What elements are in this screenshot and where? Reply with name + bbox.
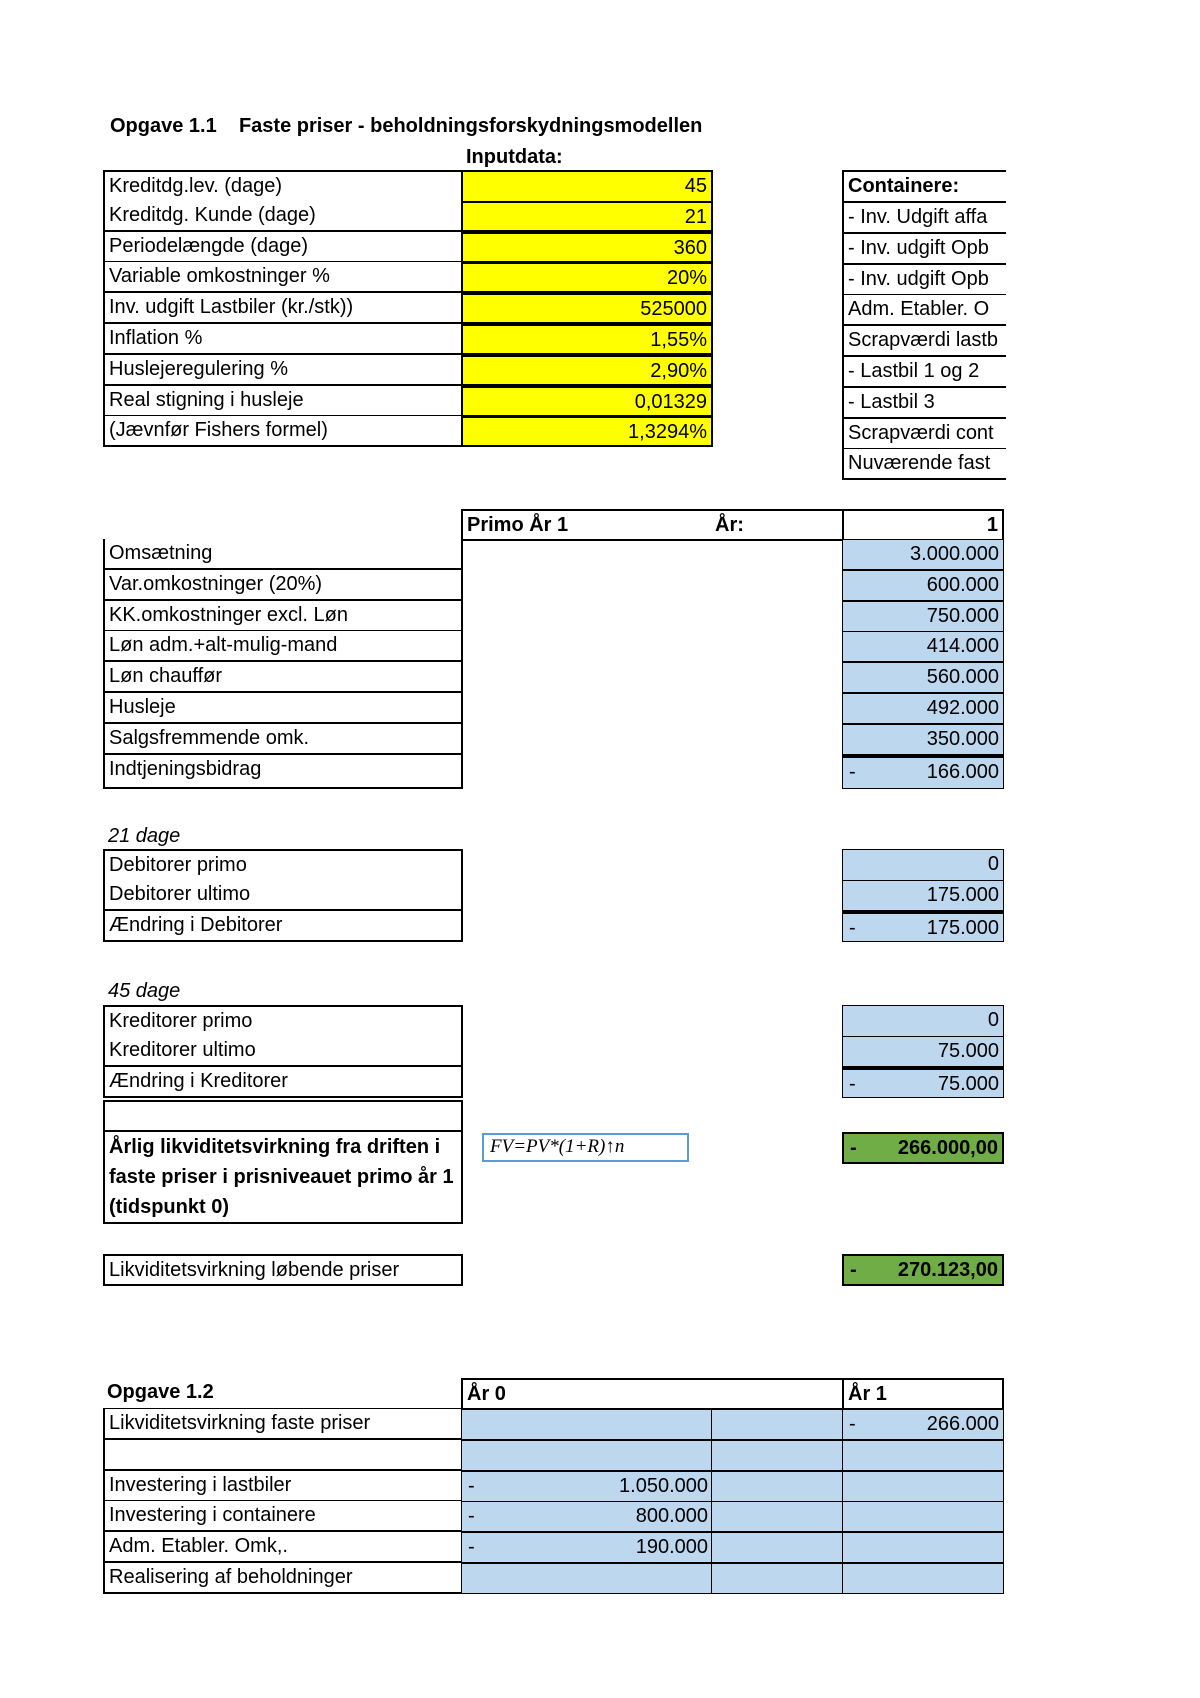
- debtors-value: [842, 880, 1004, 911]
- running-prices-sign: -: [850, 1259, 857, 1281]
- containers-item: - Inv. udgift Opb: [842, 234, 1006, 265]
- containers-item: Scrapværdi lastb: [842, 326, 1006, 357]
- containers-item: Adm. Etabler. O: [842, 295, 1006, 326]
- creditors-caption: 45 dage: [108, 980, 181, 1002]
- creditors-value-amount: 75.000: [937, 1073, 999, 1095]
- creditors-value-sign: -: [849, 1073, 856, 1095]
- task2-row-label: Likviditetsvirkning faste priser: [103, 1409, 463, 1440]
- input-value: 2,90%: [461, 355, 713, 386]
- input-value: 1,55%: [461, 324, 713, 355]
- task2-row-year0: [461, 1409, 713, 1440]
- creditors-value: [842, 1067, 1004, 1098]
- containers-item: Nuværende fast: [842, 449, 1006, 480]
- operation-value-amount: 166.000: [926, 761, 999, 783]
- debtors-label: Debitorer primo: [103, 849, 463, 882]
- task2-row-blank: [711, 1501, 844, 1532]
- task2-row-year0-amount: 800.000: [635, 1505, 708, 1527]
- operation-label: Var.omkostninger (20%): [103, 570, 463, 601]
- operation-value-amount: 600.000: [926, 574, 999, 596]
- task2-row-blank: [711, 1440, 844, 1471]
- annual-effect-amount: 266.000,00: [897, 1137, 998, 1159]
- input-value: 525000: [461, 293, 713, 324]
- creditors-value: [842, 1036, 1004, 1067]
- task2-row-year0: [461, 1471, 713, 1502]
- annual-effect-value: [842, 1132, 1004, 1164]
- operation-value-amount: 492.000: [926, 697, 999, 719]
- input-value: 21: [461, 201, 713, 232]
- year-number-header: 1: [842, 509, 1004, 541]
- page-title: Opgave 1.1 Faste priser - beholdningsforskydningsmodellen: [110, 115, 703, 137]
- operation-label: Husleje: [103, 693, 463, 724]
- operation-value-amount: 750.000: [926, 605, 999, 627]
- operation-value-amount: 350.000: [926, 728, 999, 750]
- containers-item: - Inv. Udgift affa: [842, 203, 1006, 234]
- running-prices-value: [842, 1254, 1004, 1286]
- task2-row-blank: [711, 1563, 844, 1594]
- task2-row-label: Investering i lastbiler: [103, 1471, 463, 1502]
- operation-label: Løn chauffør: [103, 662, 463, 693]
- task2-row-label: [103, 1440, 463, 1471]
- creditors-value-amount: 0: [987, 1009, 999, 1031]
- debtors-label: Debitorer ultimo: [103, 880, 463, 911]
- task2-empty-header: [711, 1378, 844, 1410]
- task2-row-year1: [842, 1440, 1004, 1471]
- task2-row-blank: [711, 1409, 844, 1440]
- task2-row-year1-amount: 266.000: [926, 1413, 999, 1435]
- operation-label: KK.omkostninger excl. Løn: [103, 601, 463, 632]
- debtors-caption: 21 dage: [108, 825, 181, 847]
- task2-row-label: Investering i containere: [103, 1501, 463, 1532]
- input-label: Variable omkostninger %: [103, 262, 463, 293]
- task2-row-year0-sign: -: [468, 1475, 475, 1497]
- operation-value: [842, 724, 1004, 755]
- operation-value: [842, 601, 1004, 632]
- running-prices-amount: 270.123,00: [897, 1259, 998, 1281]
- creditors-value: [842, 1005, 1004, 1038]
- input-label: (Jævnfør Fishers formel): [103, 416, 463, 447]
- input-label: Inflation %: [103, 324, 463, 355]
- empty-row: [103, 1100, 463, 1132]
- task2-row-year1: [842, 1563, 1004, 1594]
- formula-box: FV=PV*(1+R)↑n: [482, 1133, 689, 1162]
- input-value: 0,01329: [461, 386, 713, 417]
- task2-row-year1: [842, 1409, 1004, 1440]
- operation-value: [842, 662, 1004, 693]
- containers-item: Scrapværdi cont: [842, 419, 1006, 450]
- task2-row-year0: [461, 1532, 713, 1563]
- debtors-value-sign: -: [849, 917, 856, 939]
- input-value: 20%: [461, 262, 713, 293]
- task2-row-year1: [842, 1532, 1004, 1563]
- task2-row-year0-sign: -: [468, 1505, 475, 1527]
- primo-header: Primo År 1: [461, 509, 713, 541]
- input-heading: Inputdata:: [466, 146, 563, 168]
- task2-row-year0: [461, 1440, 713, 1471]
- task2-row-blank: [711, 1471, 844, 1502]
- operation-label: Omsætning: [103, 539, 463, 570]
- annual-effect-label: Årlig likviditetsvirkning fra driften i faste priser i prisniveauet primo år 1 (tidspunkt 0): [103, 1130, 463, 1224]
- debtors-value-amount: 175.000: [926, 917, 999, 939]
- operation-value-amount: 414.000: [926, 635, 999, 657]
- containers-header: Containere:: [842, 170, 1006, 203]
- operation-value-amount: 3.000.000: [910, 543, 999, 565]
- task2-row-year1: [842, 1471, 1004, 1502]
- input-label: Huslejeregulering %: [103, 355, 463, 386]
- debtors-value-amount: 0: [987, 853, 999, 875]
- containers-item: - Inv. udgift Opb: [842, 265, 1006, 296]
- running-prices-label: Likviditetsvirkning løbende priser: [103, 1254, 463, 1286]
- input-label: Periodelængde (dage): [103, 232, 463, 263]
- input-label: Kreditdg. Kunde (dage): [103, 201, 463, 232]
- input-label: Real stigning i husleje: [103, 386, 463, 417]
- task2-title: Opgave 1.2: [103, 1378, 463, 1410]
- operation-label: Salgsfremmende omk.: [103, 724, 463, 755]
- task2-row-year1-sign: -: [849, 1413, 856, 1435]
- creditors-label: Kreditorer ultimo: [103, 1036, 463, 1067]
- input-label: Kreditdg.lev. (dage): [103, 170, 463, 203]
- containers-item: - Lastbil 3: [842, 388, 1006, 419]
- containers-panel: [842, 170, 1006, 482]
- debtors-value: [842, 911, 1004, 942]
- task2-row-year1: [842, 1501, 1004, 1532]
- operation-value: [842, 539, 1004, 570]
- debtors-value-amount: 175.000: [926, 884, 999, 906]
- task2-year0-header: År 0: [461, 1378, 713, 1410]
- containers-item: - Lastbil 1 og 2: [842, 357, 1006, 388]
- operation-value-amount: 560.000: [926, 666, 999, 688]
- task2-row-label: Realisering af beholdninger: [103, 1563, 463, 1594]
- input-value: 1,3294%: [461, 416, 713, 447]
- operation-label: Indtjeningsbidrag: [103, 755, 463, 789]
- input-value: 360: [461, 232, 713, 263]
- task2-row-label: Adm. Etabler. Omk,.: [103, 1532, 463, 1563]
- task2-row-year0: [461, 1501, 713, 1532]
- task2-row-year0: [461, 1563, 713, 1594]
- operation-value: [842, 693, 1004, 724]
- operation-value-sign: -: [849, 761, 856, 783]
- annual-effect-sign: -: [850, 1137, 857, 1159]
- input-value: 45: [461, 170, 713, 203]
- creditors-label: Kreditorer primo: [103, 1005, 463, 1038]
- debtors-value: [842, 849, 1004, 882]
- operation-value: [842, 570, 1004, 601]
- task2-row-year0-amount: 1.050.000: [619, 1475, 708, 1497]
- task2-row-blank: [711, 1532, 844, 1563]
- operation-value: [842, 755, 1004, 789]
- task2-row-year0-sign: -: [468, 1536, 475, 1558]
- debtors-label: Ændring i Debitorer: [103, 911, 463, 942]
- operation-value: [842, 631, 1004, 662]
- creditors-value-amount: 75.000: [937, 1040, 999, 1062]
- year-label-header: År:: [711, 509, 844, 541]
- task2-year1-header: År 1: [842, 1378, 1004, 1410]
- creditors-label: Ændring i Kreditorer: [103, 1067, 463, 1098]
- task2-row-year0-amount: 190.000: [635, 1536, 708, 1558]
- operation-label: Løn adm.+alt-mulig-mand: [103, 631, 463, 662]
- input-label: Inv. udgift Lastbiler (kr./stk)): [103, 293, 463, 324]
